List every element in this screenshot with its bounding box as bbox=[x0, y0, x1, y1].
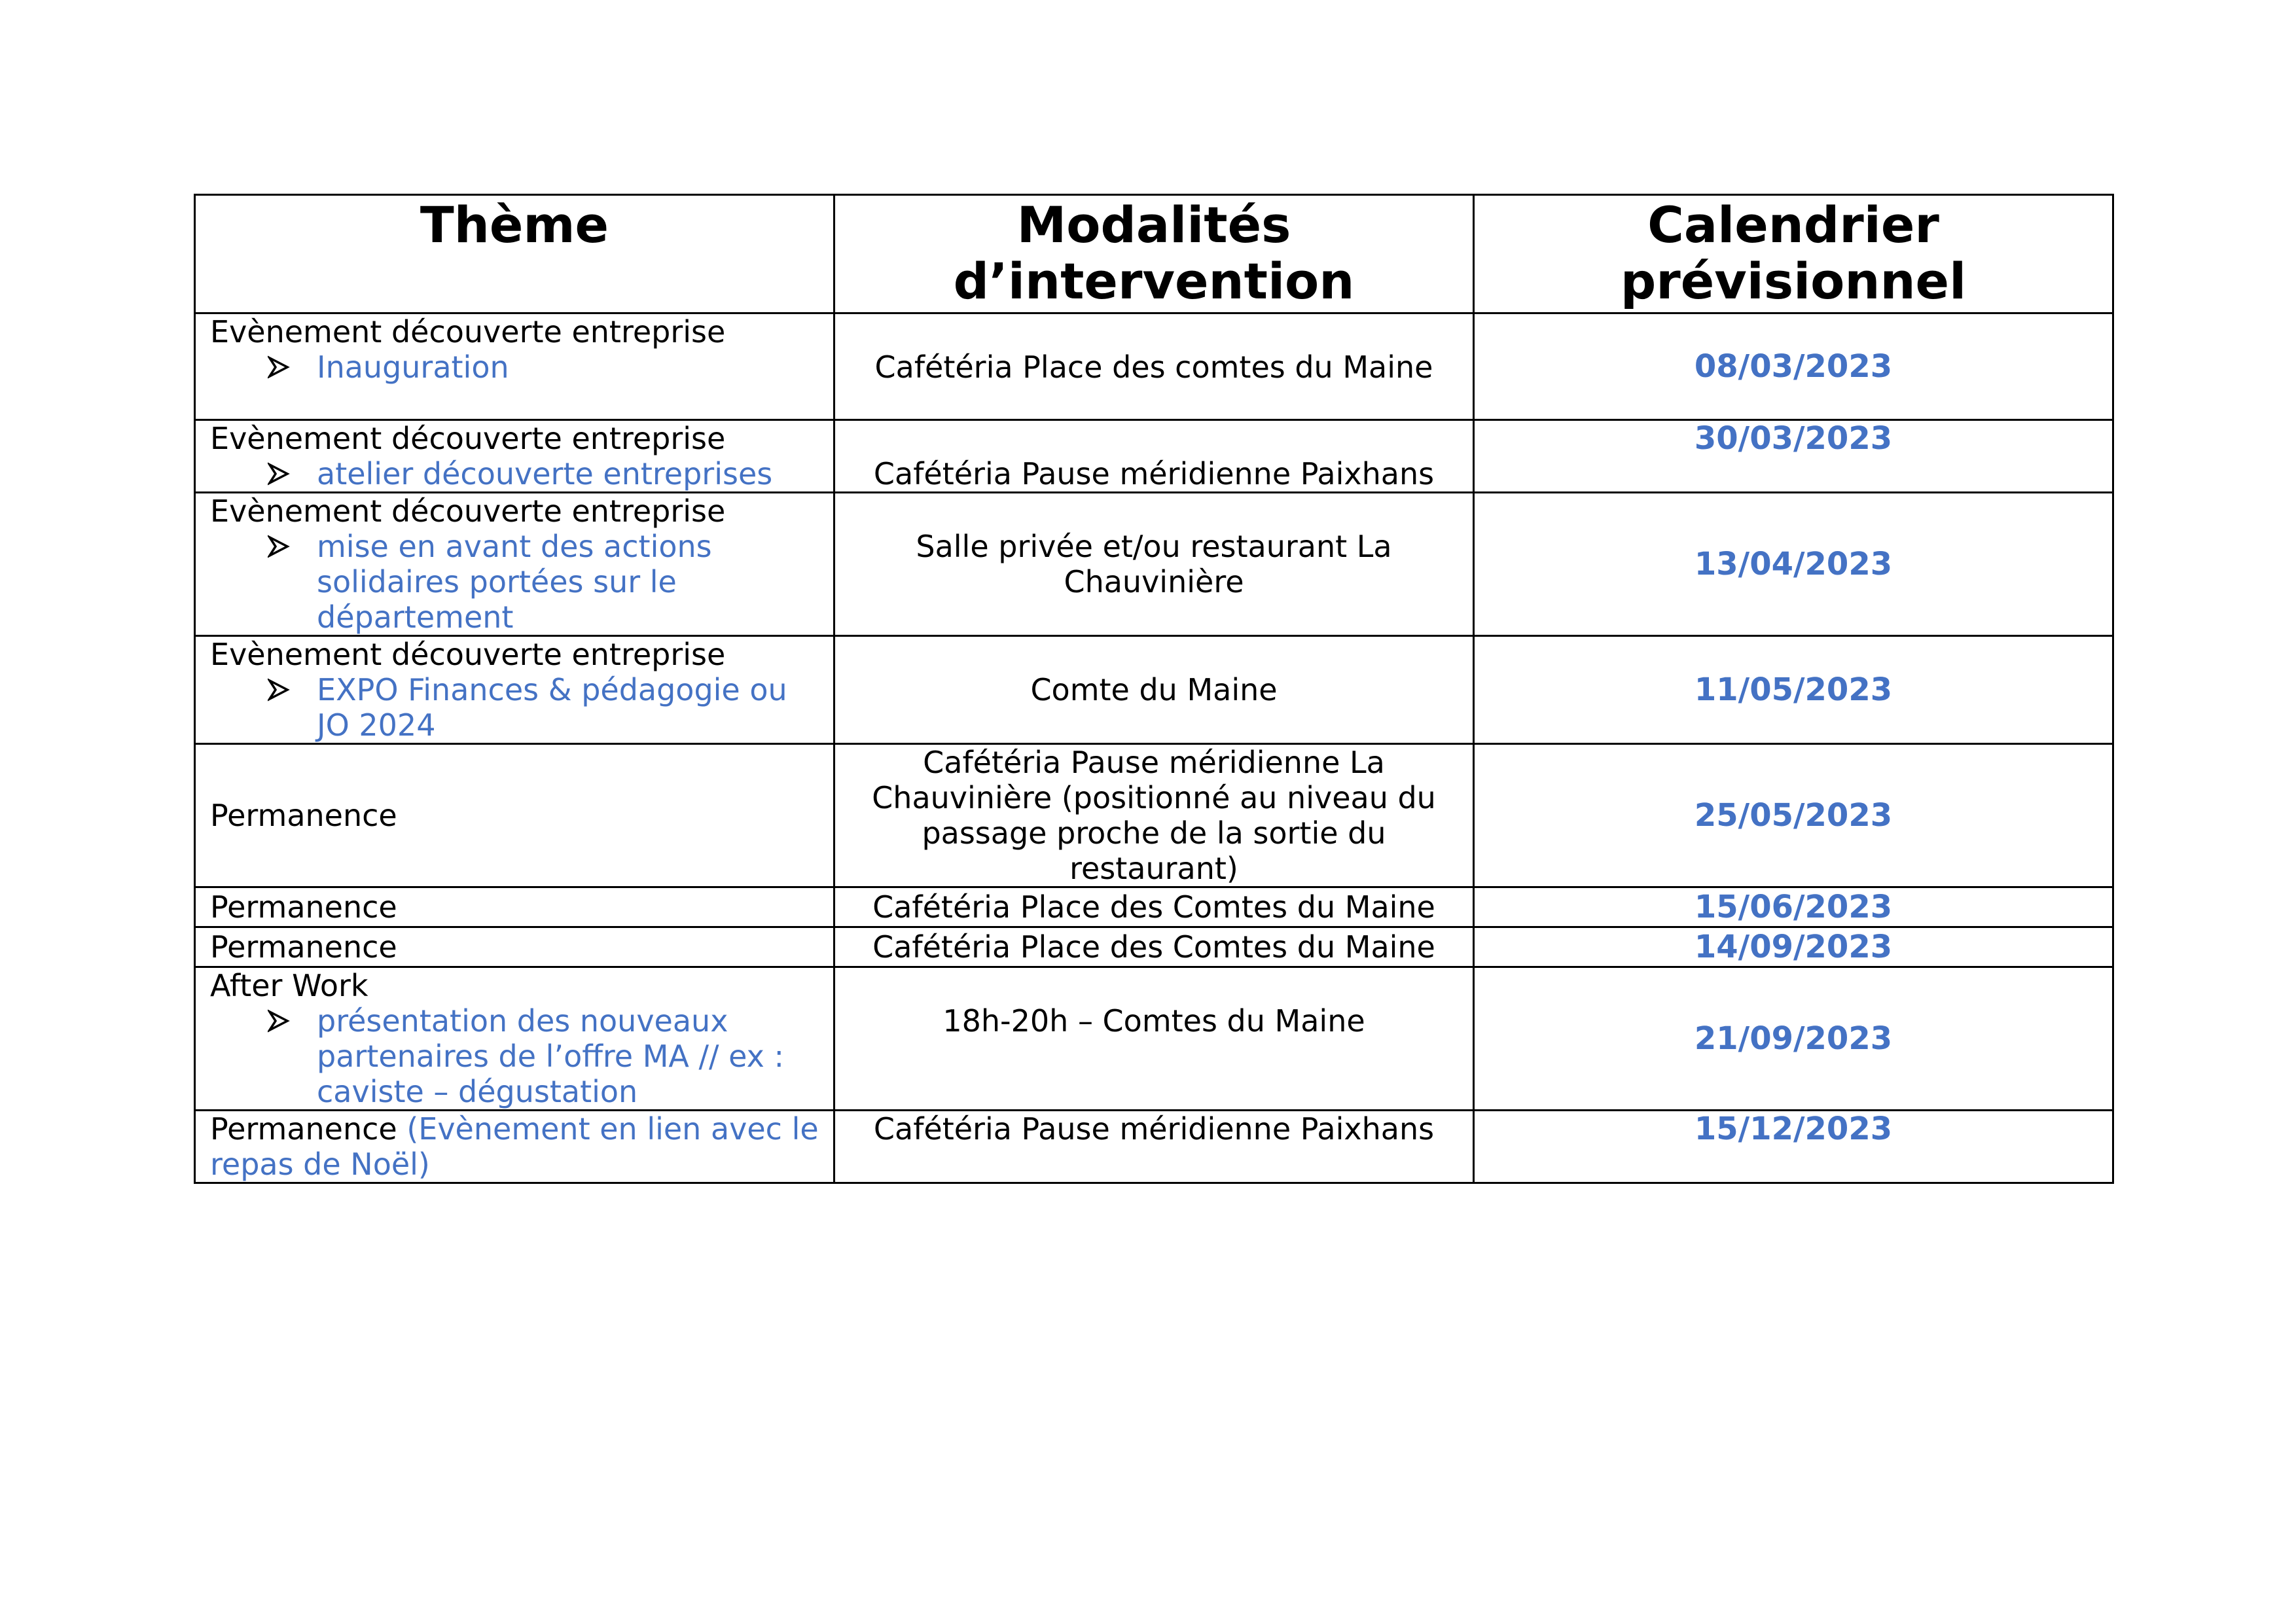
table-row bbox=[195, 493, 2113, 636]
table-row bbox=[195, 420, 2113, 493]
date-cell: 30/03/2023 bbox=[1474, 420, 2113, 493]
theme-bullet: présentation des nouveaux partenaires de l’offre MA // ex : caviste – dégustation bbox=[210, 1003, 825, 1109]
theme-cell bbox=[195, 744, 834, 887]
modalite-cell: Cafétéria Pause méridienne Paixhans bbox=[834, 1111, 1474, 1183]
theme-cell bbox=[195, 927, 834, 967]
table-row bbox=[195, 313, 2113, 420]
theme-cell bbox=[195, 313, 834, 420]
date-cell: 13/04/2023 bbox=[1474, 493, 2113, 636]
header-modalites: Modalités d’intervention bbox=[834, 195, 1474, 313]
date-cell: 15/06/2023 bbox=[1474, 887, 2113, 927]
arrowhead-bullet-icon bbox=[268, 456, 290, 491]
modalite-cell: Salle privée et/ou restaurant La Chauvinière bbox=[834, 493, 1474, 636]
date-cell: 14/09/2023 bbox=[1474, 927, 2113, 967]
theme-label: Permanence bbox=[210, 1111, 397, 1147]
theme-label: Permanence bbox=[210, 889, 397, 925]
theme-cell bbox=[195, 493, 834, 636]
theme-label: Evènement découverte entreprise bbox=[210, 421, 726, 456]
date-cell: 21/09/2023 bbox=[1474, 967, 2113, 1111]
arrowhead-bullet-icon bbox=[268, 349, 290, 385]
header-theme: Thème bbox=[195, 195, 834, 313]
modalite-cell: 18h-20h – Comtes du Maine bbox=[834, 967, 1474, 1111]
theme-label: Permanence bbox=[210, 798, 397, 833]
theme-cell bbox=[195, 420, 834, 493]
theme-bullet: mise en avant des actions solidaires portées sur le département bbox=[210, 529, 825, 635]
modalite-cell: Cafétéria Place des Comtes du Maine bbox=[834, 887, 1474, 927]
theme-label: After Work bbox=[210, 968, 368, 1003]
header-row bbox=[195, 195, 2113, 313]
theme-label: Permanence bbox=[210, 929, 397, 965]
table-row bbox=[195, 636, 2113, 744]
table-row bbox=[195, 927, 2113, 967]
theme-cell bbox=[195, 1111, 834, 1183]
modalite-cell: Cafétéria Pause méridienne Paixhans bbox=[834, 420, 1474, 493]
theme-cell bbox=[195, 887, 834, 927]
theme-label: Evènement découverte entreprise bbox=[210, 637, 726, 672]
date-cell: 15/12/2023 bbox=[1474, 1111, 2113, 1183]
date-cell: 08/03/2023 bbox=[1474, 313, 2113, 420]
table-row bbox=[195, 967, 2113, 1111]
schedule-table bbox=[194, 194, 2114, 1184]
theme-note: (Evènement en lien avec le repas de Noël) bbox=[210, 1111, 819, 1182]
table-row bbox=[195, 1111, 2113, 1183]
theme-bullet: Inauguration bbox=[210, 349, 825, 385]
modalite-cell: Cafétéria Pause méridienne La Chauvinière (positionné au niveau du passage proche de la sortie du restaurant) bbox=[834, 744, 1474, 887]
arrowhead-bullet-icon bbox=[268, 529, 290, 564]
date-cell: 11/05/2023 bbox=[1474, 636, 2113, 744]
theme-bullet: EXPO Finances & pédagogie ou JO 2024 bbox=[210, 672, 825, 743]
arrowhead-bullet-icon bbox=[268, 672, 290, 707]
modalite-cell: Cafétéria Place des comtes du Maine bbox=[834, 313, 1474, 420]
table-row bbox=[195, 744, 2113, 887]
page bbox=[194, 194, 2112, 1184]
theme-label: Evènement découverte entreprise bbox=[210, 493, 726, 529]
theme-cell bbox=[195, 636, 834, 744]
modalite-cell: Cafétéria Place des Comtes du Maine bbox=[834, 927, 1474, 967]
header-calendrier: Calendrier prévisionnel bbox=[1474, 195, 2113, 313]
theme-bullet: atelier découverte entreprises bbox=[210, 456, 825, 491]
arrowhead-bullet-icon bbox=[268, 1003, 290, 1039]
theme-cell bbox=[195, 967, 834, 1111]
theme-label: Evènement découverte entreprise bbox=[210, 314, 726, 349]
table-row bbox=[195, 887, 2113, 927]
modalite-cell: Comte du Maine bbox=[834, 636, 1474, 744]
date-cell: 25/05/2023 bbox=[1474, 744, 2113, 887]
